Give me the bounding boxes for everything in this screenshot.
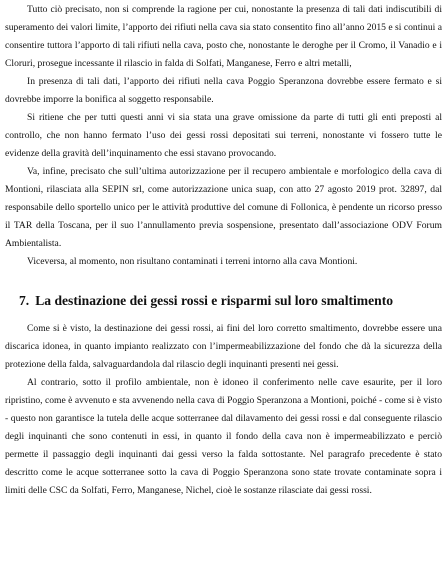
paragraph-stop-waste: In presenza di tali dati, l’apporto dei rifiuti nella cava Poggio Speranzona dovrebbe essere fermato e si dovrebbe imporre la bonifica al soggetto responsabile. [5,76,442,105]
paragraph-quarry-unsuitable: Al contrario, sotto il profilo ambientale, non è idoneo il conferimento nelle cave esaurite, per il loro ripristino, come è avvenuto e sta avvenendo nella cava di Poggio Speranzona a Montioni, poiché - come si è visto - questo non garantisce la tutela delle acque sotterranee dal dilavamento dei gessi rossi e dal conseguente rilascio degli inquinanti che sono contenuti in essi, in quanto il fondo della cava non è impermeabilizzato e perciò permette il passaggio degli inquinanti dai gessi verso la falda sottostante. Nel paragrafo precedente è stato descritto come le acque sotterranee sotto la cava di Poggio Speranzona sono state trovate contaminate sopra i limiti delle CSC da Solfati, Ferro, Manganese, Nichel, cioè le sostanze rilasciate dai gessi rossi. [5,377,442,496]
paragraph-authorization-appeal: Va, infine, precisato che sull’ultima autorizzazione per il recupero ambientale e morfologico della cava di Montioni, rilasciata alla SEPIN srl, come autorizzazione unica suap, con atto 27 agosto 2019 prot. 32897, dal responsabile dello sportello unico per le attività produttive del comune di Follonica, è pendente un ricorso presso il TAR della Toscana, per il suo l’annullamento previa sospensione, presentato dall’associazione ODV Forum Ambientalista. [5,166,442,249]
paragraph-landfill-destination: Come si è visto, la destinazione dei gessi rossi, ai fini del loro corretto smaltimento, dovrebbe essere una discarica idonea, in quanto impianto realizzato con l’impermeabilizzazione del fondo che dà la sicurezza della protezione della falda, salvaguardandola dal rilascio degli inquinanti presenti nei gessi. [5,323,442,370]
paragraph-montioni-soil: Viceversa, al momento, non risultano contaminati i terreni intorno alla cava Montioni. [27,256,358,267]
section-number: 7. [19,293,30,308]
paragraph-data-exceedance: Tutto ciò precisato, non si comprende la ragione per cui, nonostante la presenza di tali dati indiscutibili di superamento dei valori limite, l’apporto dei rifiuti nella cava sia stato consentito fino all’anno 2015 e si continui a consentire tuttora l’apporto di tali rifiuti nella cava, posto che, nonostante le deroghe per il Cromo, il Vanadio e i Cloruri, prosegue incessante il rilascio in falda di Solfati, Manganese, Ferro e altri metalli, [5,4,442,69]
section-heading [5,292,442,310]
section-title: La destinazione dei gessi rossi e risparmi sul loro smaltimento [35,293,394,308]
paragraph-omission: Si ritiene che per tutti questi anni vi sia stata una grave omissione da parte di tutti gli enti preposti al controllo, che non hanno fermato l’uso dei gessi rossi depositati sui terreni, nonostante vi fossero tutte le evidenze della gravità dell’inquinamento che essi stavano provocando. [5,112,442,159]
